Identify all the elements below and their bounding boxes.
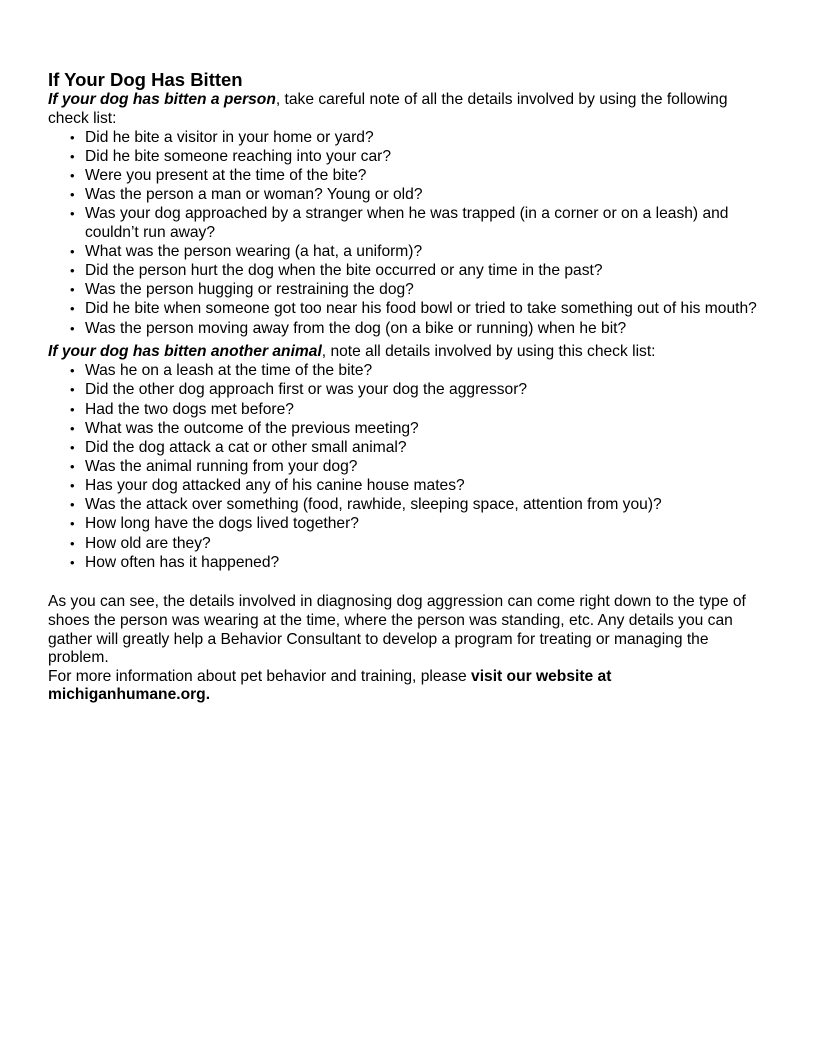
checklist-item: • Was the person a man or woman? Young or old?	[48, 186, 770, 205]
person-section-emphasis: If your dog has bitten a person	[48, 91, 276, 108]
animal-section-intro-text: , note all details involved by using this check list:	[321, 343, 656, 361]
animal-section-emphasis: If your dog has bitten another animal	[48, 343, 322, 361]
checklist-item: • Was your dog approached by a stranger when he was trapped (in a corner or on a leash) and couldn’t run away?	[48, 205, 770, 242]
checklist-item: • Was he on a leash at the time of the bite?	[48, 362, 770, 381]
person-section-intro	[48, 91, 770, 128]
checklist-item: • How old are they?	[48, 535, 770, 554]
checklist-item: • How often has it happened?	[48, 554, 770, 573]
closing-paragraph: As you can see, the details involved in diagnosing dog aggression can come right down to the type of shoes the person was wearing at the time, where the person was standing, etc. Any details you can gather will greatly help a Behavior Consultant to develop a program for treating or managing the problem.	[48, 593, 746, 667]
animal-checklist	[48, 362, 770, 572]
checklist-item: • How long have the dogs lived together?	[48, 515, 770, 534]
more-info-paragraph	[48, 668, 770, 705]
animal-section-intro	[48, 343, 770, 362]
checklist-item: • Did the dog attack a cat or other small animal?	[48, 439, 770, 458]
checklist-item: • Did the person hurt the dog when the bite occurred or any time in the past?	[48, 262, 770, 281]
more-info-text: For more information about pet behavior and training, please	[48, 667, 472, 685]
checklist-item: • Was the person hugging or restraining the dog?	[48, 281, 770, 300]
page-title: If Your Dog Has Bitten	[48, 69, 243, 90]
checklist-item: • Has your dog attacked any of his canine house mates?	[48, 477, 770, 496]
checklist-item: • Was the animal running from your dog?	[48, 458, 770, 477]
person-checklist	[48, 129, 770, 338]
checklist-item: • Was the person moving away from the dog (on a bike or running) when he bit?	[48, 320, 770, 339]
checklist-item: • Did he bite someone reaching into your car?	[48, 148, 770, 167]
checklist-item: • What was the person wearing (a hat, a uniform)?	[48, 243, 770, 262]
checklist-item: • Did he bite when someone got too near his food bowl or tried to take something out of his mouth?	[48, 300, 770, 319]
checklist-item: • Was the attack over something (food, rawhide, sleeping space, attention from you)?	[48, 496, 770, 515]
website-link-text: visit our website at michiganhumane.org.	[48, 667, 612, 704]
checklist-item: • What was the outcome of the previous meeting?	[48, 420, 770, 439]
document-page	[48, 68, 770, 705]
checklist-item: • Had the two dogs met before?	[48, 401, 770, 420]
person-section-intro-text: , take careful note of all the details involved by using the following check list:	[48, 91, 728, 127]
checklist-item: • Did the other dog approach first or was your dog the aggressor?	[48, 381, 770, 400]
checklist-item: • Were you present at the time of the bite?	[48, 167, 770, 186]
checklist-item: • Did he bite a visitor in your home or yard?	[48, 129, 770, 148]
